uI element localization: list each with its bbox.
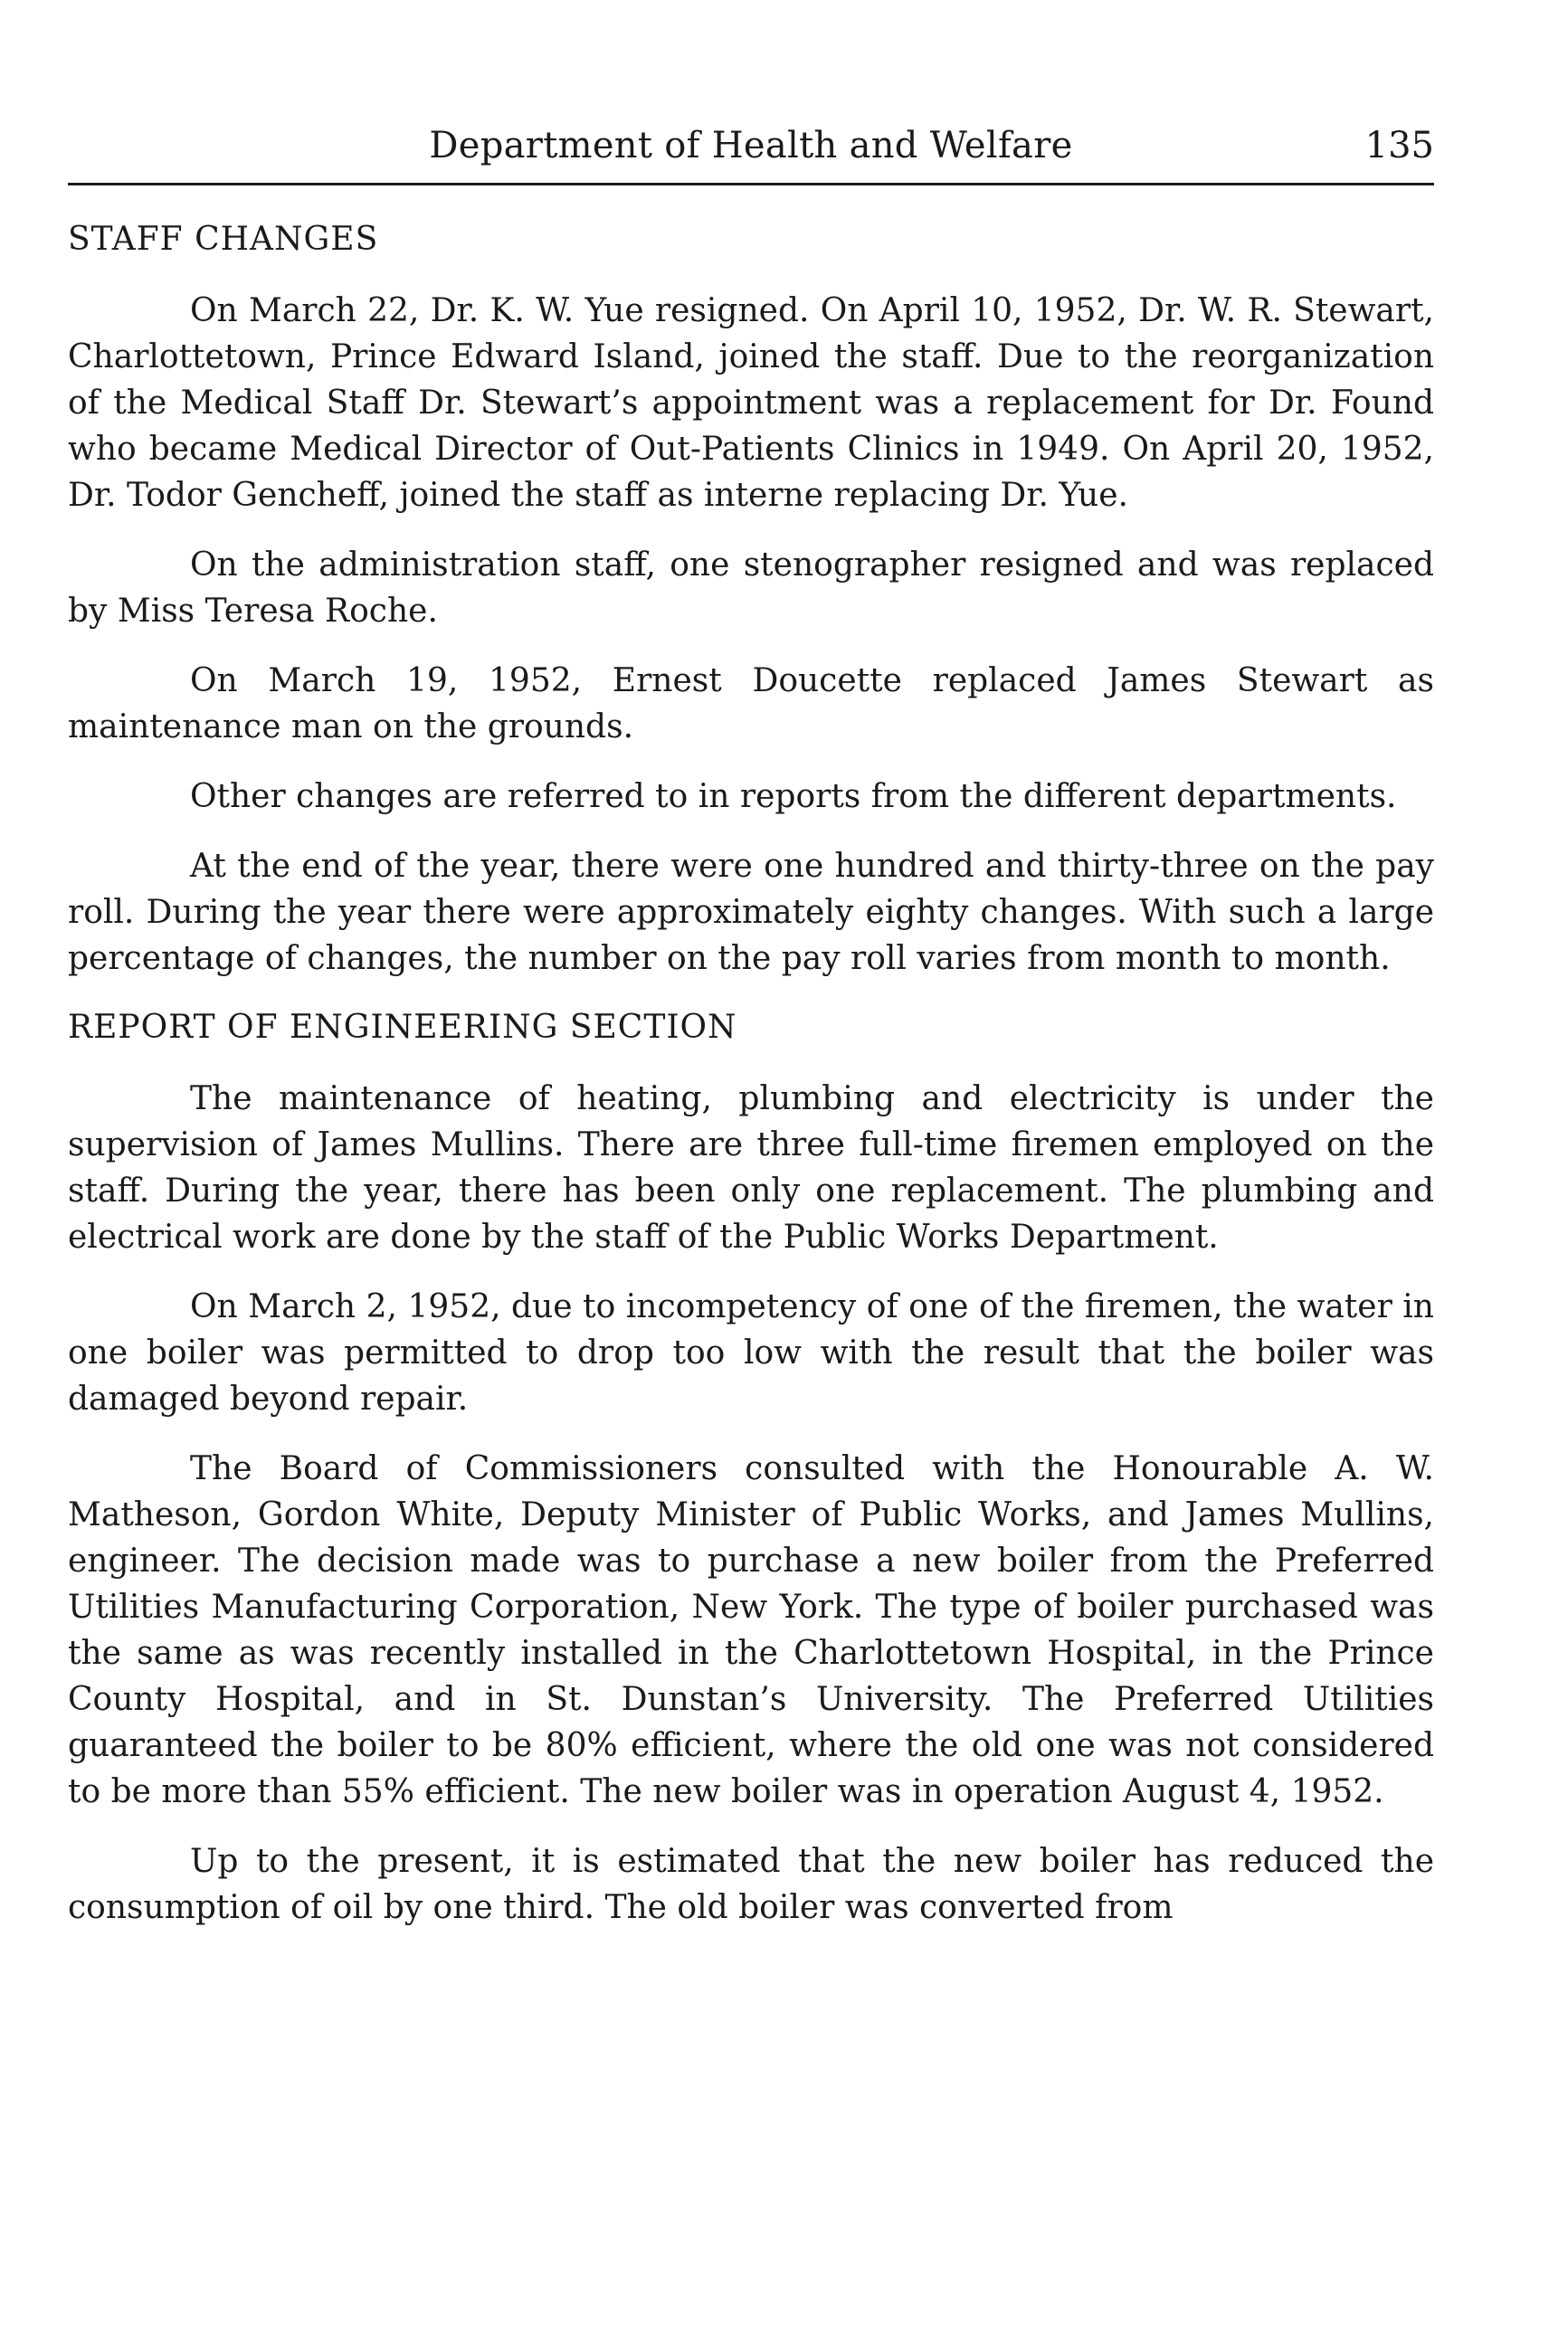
paragraph: On March 22, Dr. K. W. Yue resigned. On April 10, 1952, Dr. W. R. Stewart, Charlottetown, Prince Edward Island, joined the staff. Due to the reorganization of the Medical Staff Dr. Stewart’s appointment was a replacement for Dr. Found who became Medical Director of Out-Patients Clinics in 1949. On April 20, 1952, Dr. Todor Gencheff, joined the staff as interne replacing Dr. Yue. <box>68 292 1434 514</box>
running-header <box>68 125 1434 179</box>
paragraph: Other changes are referred to in reports from the different departments. <box>190 778 1397 815</box>
running-title: Department of Health and Welfare <box>429 125 1073 166</box>
paragraph: The Board of Commissioners consulted with the Honourable A. W. Matheson, Gordon White, Deputy Minister of Public Works, and James Mullins, engineer. The decision made was to purchase a new boiler from the Preferred Utilities Manufacturing Corporation, New York. The type of boiler purchased was the same as was recently installed in the Charlottetown Hospital, in the Prince County Hospital, and in St. Dunstan’s University. The Preferred Utilities guaranteed the boiler to be 80% efficient, where the old one was not considered to be more than 55% efficient. The new boiler was in operation August 4, 1952. <box>68 1450 1434 1810</box>
paragraph: At the end of the year, there were one hundred and thirty-three on the pay roll. During the year there were approximately eighty changes. With such a large percentage of changes, the number on the pay roll varies from month to month. <box>68 848 1434 977</box>
section-heading-engineering: REPORT OF ENGINEERING SECTION <box>68 1009 737 1046</box>
paragraph: The maintenance of heating, plumbing and electricity is under the supervision of James Mullins. There are three full-time firemen employed on the staff. During the year, there has been only one replacement. The plumbing and electrical work are done by the staff of the Public Works Department. <box>68 1080 1434 1256</box>
paragraph: On the administration staff, one stenographer resigned and was replaced by Miss Teresa Roche. <box>68 546 1434 630</box>
page-number: 135 <box>1364 125 1434 166</box>
paragraph: Up to the present, it is estimated that the new boiler has reduced the consumption of oil by one third. The old boiler was converted from <box>68 1843 1434 1926</box>
paragraph: On March 19, 1952, Ernest Doucette replaced James Stewart as maintenance man on the grounds. <box>68 662 1434 745</box>
paragraph: On March 2, 1952, due to incompetency of one of the firemen, the water in one boiler was permitted to drop too low with the result that the boiler was damaged beyond repair. <box>68 1288 1434 1418</box>
header-rule <box>68 183 1434 185</box>
body-text <box>68 217 1434 1954</box>
section-heading-staff-changes: STAFF CHANGES <box>68 221 379 258</box>
